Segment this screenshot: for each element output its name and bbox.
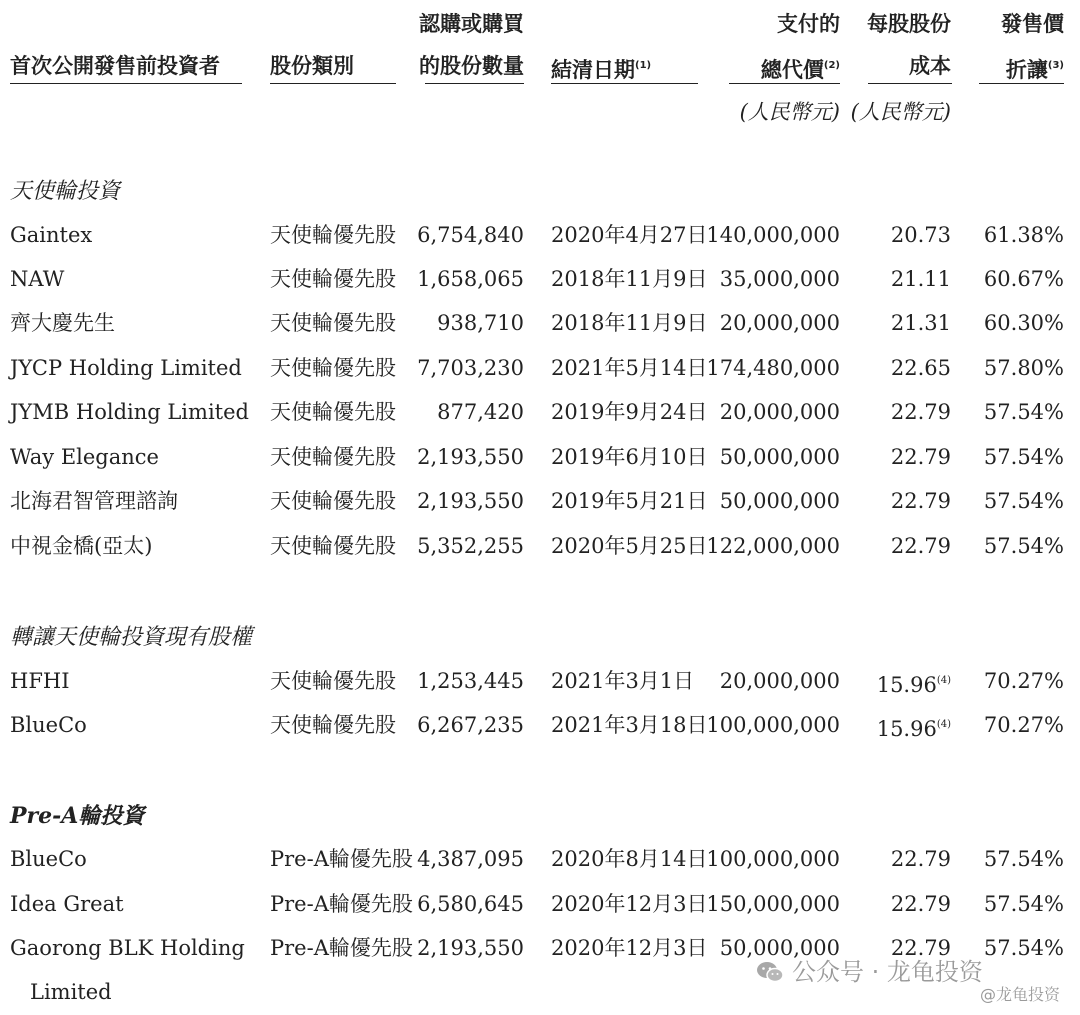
cell-date: 2020年5月25日 <box>551 534 708 558</box>
cell-date: 2021年5月14日 <box>551 356 708 380</box>
cell-cost: 15.96$^{(4)}$ <box>876 717 951 741</box>
cell-consideration: 20,000,000 <box>719 311 840 335</box>
header-discount-line2: 折讓$^{(3)}$ <box>1005 58 1064 82</box>
cell-date: 2020年8月14日 <box>551 847 708 871</box>
cell-class: Pre-A輪優先股 <box>270 847 413 871</box>
header-consideration-line2: 總代價$^{(2)}$ <box>760 58 840 82</box>
cell-investor: Gaintex <box>10 223 93 247</box>
cell-consideration: 174,480,000 <box>706 356 840 380</box>
cell-date: 2019年5月21日 <box>551 489 708 513</box>
table-row <box>0 396 1080 432</box>
cell-qty: 6,754,840 <box>417 223 524 247</box>
cell-qty: 6,267,235 <box>417 713 524 737</box>
cell-consideration: 35,000,000 <box>719 267 840 291</box>
cell-date: 2021年3月1日 <box>551 669 695 693</box>
cell-qty: 2,193,550 <box>417 936 524 960</box>
section-title-angel: 天使輪投資 <box>10 179 121 204</box>
table-row <box>0 263 1080 299</box>
header-rule-discount <box>979 83 1064 84</box>
cell-discount: 61.38% <box>983 223 1064 247</box>
header-rule-investor <box>10 83 242 84</box>
cell-class: 天使輪優先股 <box>270 267 396 291</box>
header-date-note: (1) <box>635 60 652 71</box>
cell-investor: BlueCo <box>10 847 87 871</box>
cell-qty: 2,193,550 <box>417 489 524 513</box>
cell-qty: 6,580,645 <box>417 892 524 916</box>
cell-date: 2018年11月9日 <box>551 311 708 335</box>
cell-consideration: 50,000,000 <box>719 936 840 960</box>
cell-consideration: 122,000,000 <box>706 534 840 558</box>
cell-date: 2020年12月3日 <box>551 892 708 916</box>
cell-date: 2020年4月27日 <box>551 223 708 247</box>
cell-qty: 5,352,255 <box>417 534 524 558</box>
watermark-wechat: 公众号 · 龙龟投资 <box>756 952 983 987</box>
cell-class: 天使輪優先股 <box>270 223 396 247</box>
cell-investor: NAW <box>10 267 65 291</box>
cell-consideration: 140,000,000 <box>706 223 840 247</box>
cell-investor: Idea Great <box>10 892 124 916</box>
section-title-pre-a: Pre-A輪投資 <box>10 803 145 829</box>
header-date: 結清日期$^{(1)}$ <box>551 58 652 82</box>
cell-investor: 北海君智管理諮詢 <box>10 489 178 513</box>
cell-cost: 22.79 <box>890 892 951 916</box>
table-row <box>0 219 1080 255</box>
cell-discount: 57.54% <box>983 489 1064 513</box>
cell-cost: 22.79 <box>890 847 951 871</box>
table-row <box>0 843 1080 879</box>
header-rule-cost <box>868 83 952 84</box>
cell-discount: 57.54% <box>983 936 1064 960</box>
cell-investor-line2: Limited <box>30 980 112 1004</box>
cell-discount: 70.27% <box>983 669 1064 693</box>
cell-qty: 7,703,230 <box>417 356 524 380</box>
cell-class: Pre-A輪優先股 <box>270 892 413 916</box>
header-rule-class <box>270 83 396 84</box>
unit-consideration: (人民幣元) <box>739 100 840 124</box>
cell-consideration: 20,000,000 <box>719 669 840 693</box>
cell-cost: 21.11 <box>890 267 951 291</box>
header-consideration-note: (2) <box>823 60 840 71</box>
cell-qty: 877,420 <box>437 400 524 424</box>
header-rule-qty <box>425 83 524 84</box>
cell-consideration: 150,000,000 <box>706 892 840 916</box>
cost-note: (4) <box>936 719 951 730</box>
cost-note: (4) <box>936 675 951 686</box>
table-row <box>0 485 1080 521</box>
cell-investor: HFHI <box>10 669 70 693</box>
cell-cost: 22.79 <box>890 936 951 960</box>
cell-qty: 2,193,550 <box>417 445 524 469</box>
cell-cost: 15.96$^{(4)}$ <box>876 673 951 697</box>
cell-consideration: 20,000,000 <box>719 400 840 424</box>
watermark-handle: @龙龟投资 <box>979 985 1060 1004</box>
cell-discount: 57.54% <box>983 400 1064 424</box>
header-class: 股份類別 <box>270 54 354 78</box>
cell-investor: 中視金橋(亞太) <box>10 534 153 558</box>
cell-cost: 22.79 <box>890 534 951 558</box>
cell-class: 天使輪優先股 <box>270 400 396 424</box>
cell-discount: 57.54% <box>983 445 1064 469</box>
table-row <box>0 441 1080 477</box>
cell-consideration: 50,000,000 <box>719 445 840 469</box>
header-qty-line1: 認購或購買 <box>419 12 524 36</box>
table-row <box>0 307 1080 343</box>
cell-class: Pre-A輪優先股 <box>270 936 413 960</box>
cell-investor: 齊大慶先生 <box>10 311 115 335</box>
table-row <box>0 530 1080 566</box>
cell-class: 天使輪優先股 <box>270 356 396 380</box>
cell-investor: Gaorong BLK Holding <box>10 936 245 960</box>
cell-cost: 21.31 <box>890 311 951 335</box>
header-rule-consideration <box>729 83 840 84</box>
unit-cost: (人民幣元) <box>850 100 951 124</box>
cell-cost: 22.79 <box>890 400 951 424</box>
header-discount-note: (3) <box>1047 60 1064 71</box>
cell-discount: 70.27% <box>983 713 1064 737</box>
cell-date: 2018年11月9日 <box>551 267 708 291</box>
cell-date: 2020年12月3日 <box>551 936 708 960</box>
cell-qty: 4,387,095 <box>417 847 524 871</box>
cell-consideration: 100,000,000 <box>706 847 840 871</box>
cell-discount: 57.54% <box>983 892 1064 916</box>
cell-cost: 22.79 <box>890 445 951 469</box>
cell-qty: 1,658,065 <box>417 267 524 291</box>
cell-date: 2019年9月24日 <box>551 400 708 424</box>
cell-investor: JYCP Holding Limited <box>10 356 242 380</box>
cell-class: 天使輪優先股 <box>270 534 396 558</box>
header-rule-date <box>551 83 698 84</box>
cell-qty: 1,253,445 <box>417 669 524 693</box>
cell-date: 2019年6月10日 <box>551 445 708 469</box>
cell-discount: 57.54% <box>983 534 1064 558</box>
cell-discount: 57.54% <box>983 847 1064 871</box>
wechat-icon <box>756 961 784 983</box>
header-discount-line1: 發售價 <box>1001 12 1064 36</box>
table-row <box>0 888 1080 924</box>
cell-class: 天使輪優先股 <box>270 445 396 469</box>
table-row <box>0 665 1080 701</box>
table-row <box>0 709 1080 745</box>
cell-class: 天使輪優先股 <box>270 669 396 693</box>
table-row <box>0 352 1080 388</box>
cell-class: 天使輪優先股 <box>270 489 396 513</box>
header-consideration-line1: 支付的 <box>777 12 840 36</box>
cell-consideration: 100,000,000 <box>706 713 840 737</box>
cell-investor: BlueCo <box>10 713 87 737</box>
header-qty-line2: 的股份數量 <box>419 54 524 78</box>
header-cost-line2: 成本 <box>909 54 951 78</box>
cell-consideration: 50,000,000 <box>719 489 840 513</box>
cell-class: 天使輪優先股 <box>270 311 396 335</box>
cell-cost: 22.79 <box>890 489 951 513</box>
cell-investor: JYMB Holding Limited <box>10 400 249 424</box>
header-investor: 首次公開發售前投資者 <box>10 54 220 78</box>
cell-cost: 20.73 <box>890 223 951 247</box>
cell-discount: 57.80% <box>983 356 1064 380</box>
header-cost-line1: 每股股份 <box>867 12 951 36</box>
section-title-transfer: 轉讓天使輪投資現有股權 <box>10 625 253 650</box>
cell-discount: 60.30% <box>983 311 1064 335</box>
cell-discount: 60.67% <box>983 267 1064 291</box>
cell-qty: 938,710 <box>437 311 524 335</box>
cell-investor: Way Elegance <box>10 445 159 469</box>
cell-cost: 22.65 <box>890 356 951 380</box>
cell-class: 天使輪優先股 <box>270 713 396 737</box>
cell-date: 2021年3月18日 <box>551 713 708 737</box>
